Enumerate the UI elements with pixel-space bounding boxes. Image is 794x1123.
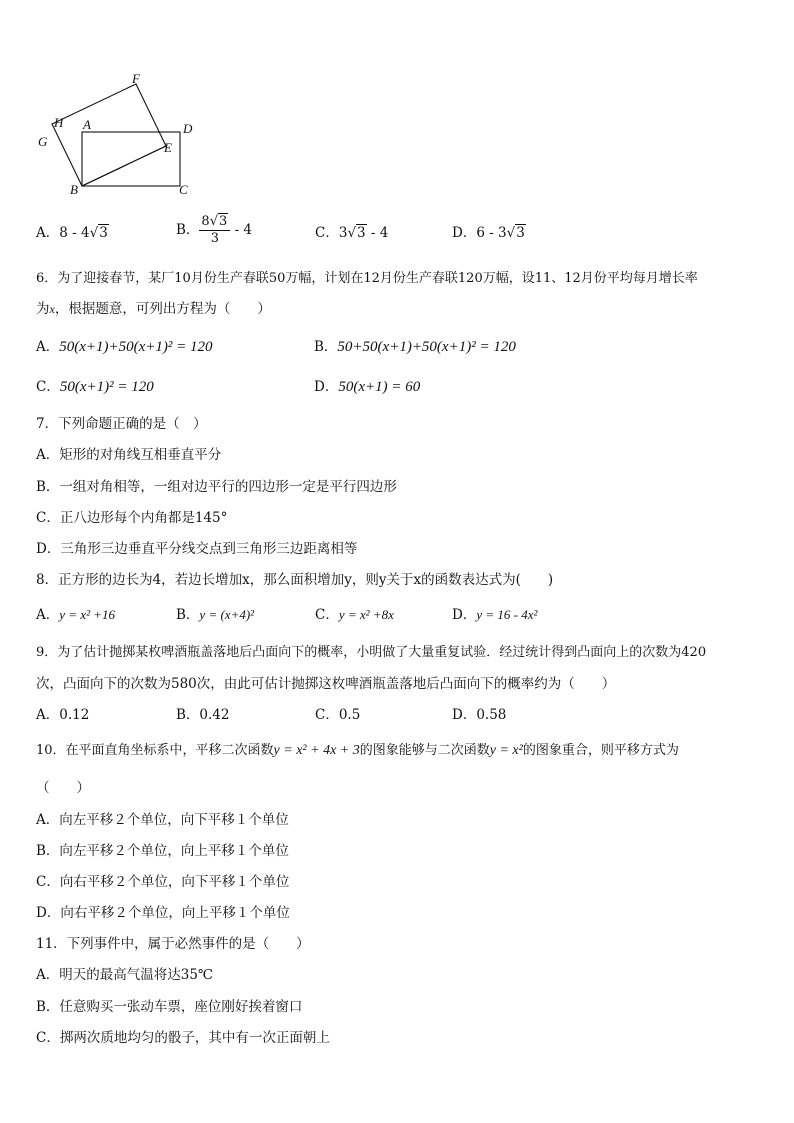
q9-option-c: C．0.5 bbox=[315, 707, 361, 723]
label-e: E bbox=[164, 140, 172, 155]
q8-option-b: B．y = (x+4)² bbox=[176, 607, 255, 623]
square-befg bbox=[52, 84, 166, 186]
q6-option-b: B．50+50(x+1)+50(x+1)² = 120 bbox=[314, 339, 516, 355]
q11-stem: 11．下列事件中，属于必然事件的是（ ） bbox=[36, 936, 310, 952]
q7-stem: 7．下列命题正确的是（ ） bbox=[36, 416, 207, 432]
q5-option-a: A．8 - 4√3 bbox=[36, 225, 108, 241]
q10-line2: （ ） bbox=[36, 780, 90, 796]
q6-line2: 为x，根据题意，可列出方程为（ ） bbox=[36, 301, 271, 317]
q9-option-a: A．0.12 bbox=[36, 707, 90, 723]
q9-line2: 次，凸面向下的次数为580次，由此可估计抛掷这枚啤酒瓶盖落地后凸面向下的概率约为（ ） bbox=[36, 676, 616, 692]
q8-option-d: D．y = 16 - 4x² bbox=[452, 607, 538, 623]
label-a: A bbox=[83, 117, 91, 132]
label-f: F bbox=[132, 72, 140, 86]
label-c: C bbox=[179, 182, 188, 197]
segment-be bbox=[82, 146, 166, 186]
q11-option-a: A．明天的最高气温将达35℃ bbox=[36, 967, 214, 983]
label-d: D bbox=[183, 121, 193, 136]
q7-option-b: B．一组对角相等，一组对边平行的四边形一定是平行四边形 bbox=[36, 479, 397, 495]
label-b: B bbox=[70, 182, 78, 197]
q10-option-a: A．向左平移２个单位，向下平移１个单位 bbox=[36, 812, 289, 828]
q10-option-b: B．向左平移２个单位，向上平移１个单位 bbox=[36, 843, 289, 859]
q9-option-b: B．0.42 bbox=[176, 707, 230, 723]
q10-option-d: D．向右平移２个单位，向上平移１个单位 bbox=[36, 905, 290, 921]
q8-option-c: C．y = x² +8x bbox=[315, 607, 394, 623]
q5-option-b: B． $\frac{8√3}{3}$ - 4 bbox=[176, 214, 253, 246]
geometry-figure bbox=[30, 72, 210, 202]
q7-option-d: D．三角形三边垂直平分线交点到三角形三边距离相等 bbox=[36, 541, 358, 557]
q6-line1: 6．为了迎接春节，某厂10月份生产春联50万幅，计划在12月份生产春联120万幅，设11、12月份平均每月增长率 bbox=[36, 271, 698, 286]
q8-option-a: A．y = x² +16 bbox=[36, 607, 115, 623]
q6-option-c: C．50(x+1)² = 120 bbox=[36, 379, 154, 395]
q5-option-d: D．6 - 3√3 bbox=[452, 225, 525, 241]
q11-option-b: B．任意购买一张动车票，座位刚好挨着窗口 bbox=[36, 999, 303, 1015]
label-h: H bbox=[54, 115, 64, 130]
label-g: G bbox=[38, 134, 48, 149]
q5-option-c: C．3√3 - 4 bbox=[315, 225, 389, 241]
q8-stem: 8．正方形的边长为4，若边长增加x，那么面积增加y，则y关于x的函数表达式为( ) bbox=[36, 572, 554, 588]
q9-option-d: D．0.58 bbox=[452, 707, 507, 723]
q10-line1: 10．在平面直角坐标系中，平移二次函数y = x² + 4x + 3的图象能够与二次函数y = x²的图象重合，则平移方式为 bbox=[36, 743, 679, 758]
q6-option-d: D．50(x+1) = 60 bbox=[314, 379, 421, 395]
q7-option-c: C．正八边形每个内角都是145° bbox=[36, 510, 228, 526]
q11-option-c: C．掷两次质地均匀的骰子，其中有一次正面朝上 bbox=[36, 1030, 330, 1046]
q7-option-a: A．矩形的对角线互相垂直平分 bbox=[36, 447, 222, 463]
q9-line1: 9．为了估计抛掷某枚啤酒瓶盖落地后凸面向下的概率，小明做了大量重复试验．经过统计得到凸面向上的次数为420 bbox=[36, 645, 707, 660]
q6-option-a: A．50(x+1)+50(x+1)² = 120 bbox=[36, 339, 213, 355]
q10-option-c: C．向右平移２个单位，向下平移１个单位 bbox=[36, 874, 290, 890]
